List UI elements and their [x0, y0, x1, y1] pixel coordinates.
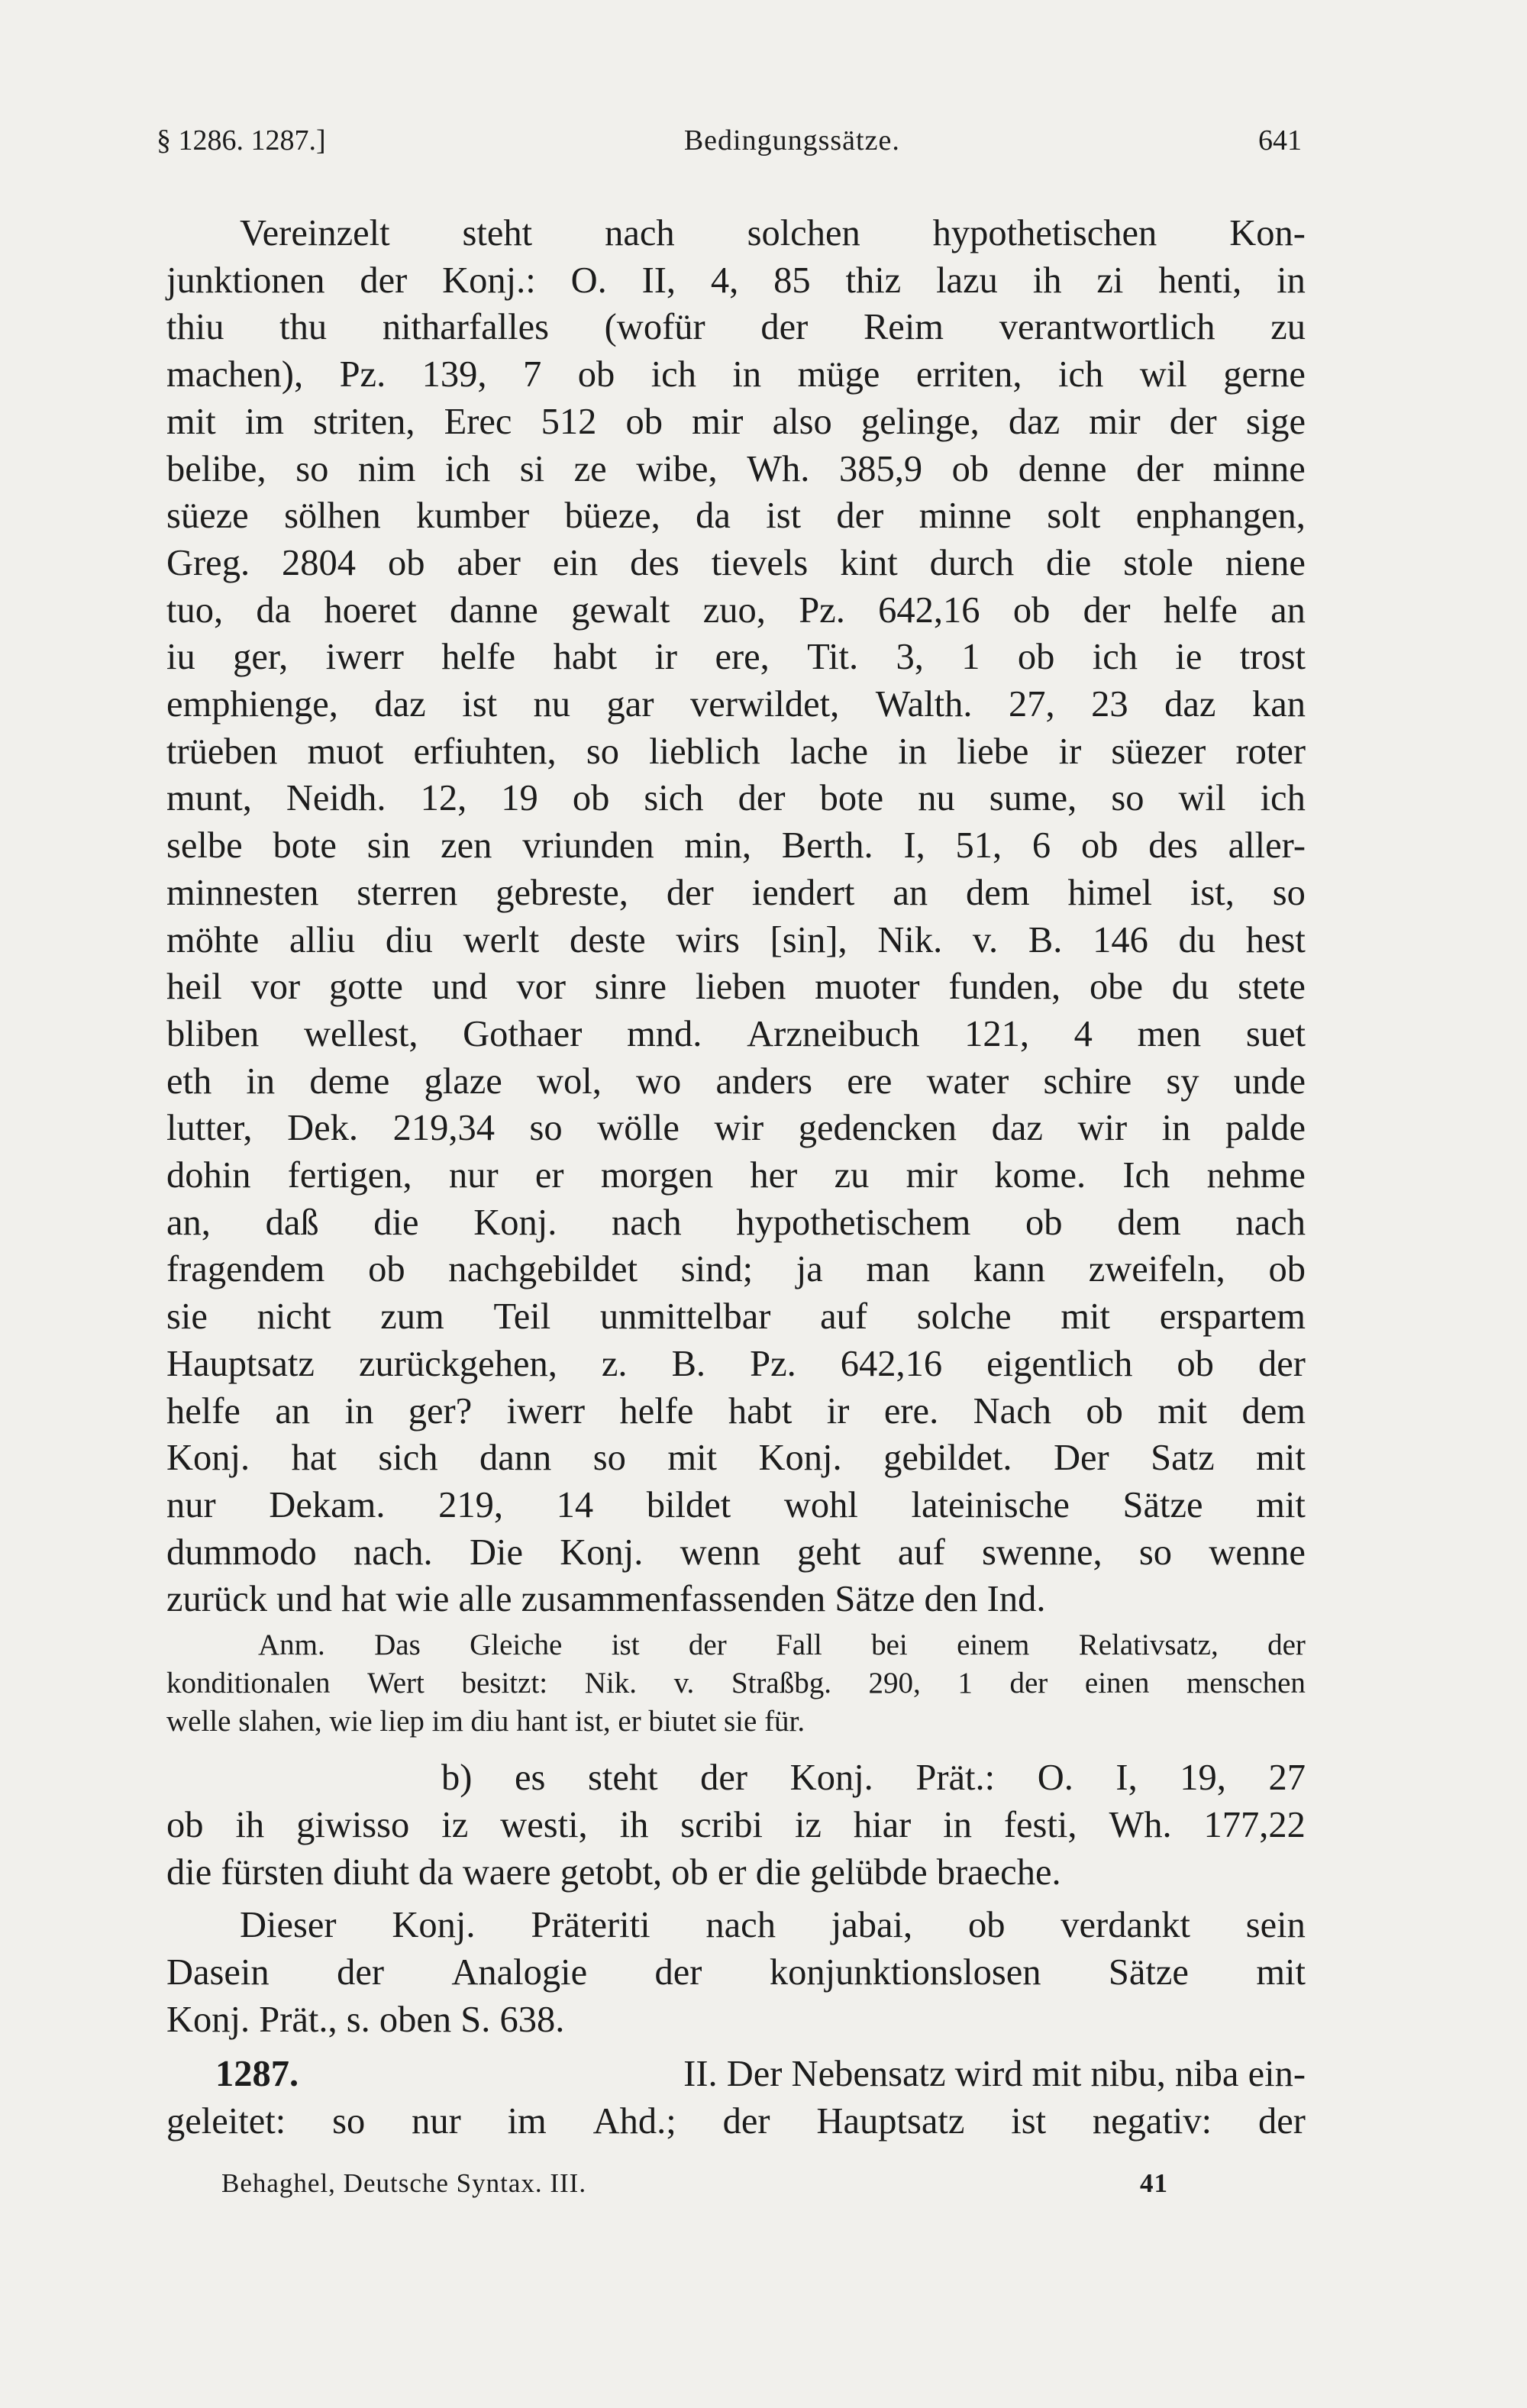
signature-number: 41: [1140, 2168, 1168, 2198]
running-header: [157, 122, 1302, 159]
section-text: II. Der Nebensatz wird mit nibu, niba ein-: [683, 2054, 1306, 2095]
text-line: Dasein der Analogie der konjunktionslosen Sätze mit: [166, 1951, 1306, 1993]
text-line: zurück und hat wie alle zusammenfassenden Sätze den Ind.: [166, 1579, 1046, 1620]
text-line: möhte alliu diu werlt deste wirs [sin], Nik. v. B. 146 du hest: [166, 919, 1306, 960]
annotation-note: [166, 1626, 1306, 1741]
text-line: Hauptsatz zurückgehen, z. B. Pz. 642,16 eigentlich ob der: [166, 1343, 1306, 1384]
text-line: eth in deme glaze wol, wo anders ere water schire sy unde: [166, 1060, 1306, 1102]
text-line: munt, Neidh. 12, 19 ob sich der bote nu sume, so wil ich: [166, 778, 1306, 819]
text-line: dohin fertigen, nur er morgen her zu mir kome. Ich nehme: [166, 1155, 1306, 1196]
text-line: thiu thu nitharfalles (wofür der Reim verantwortlich zu: [166, 307, 1306, 348]
text-line: Konj. hat sich dann so mit Konj. gebildet. Der Satz mit: [166, 1438, 1306, 1479]
text-line: mit im striten, Erec 512 ob mir also gelinge, daz mir der sige: [166, 401, 1306, 442]
text-line: Vereinzelt steht nach solchen hypothetischen Kon-: [240, 213, 1306, 253]
note-line: Anm. Das Gleiche ist der Fall bei einem Relativsatz, der: [258, 1628, 1306, 1662]
text-line: minnesten sterren gebreste, der iendert an dem himel ist, so: [166, 872, 1306, 913]
footer-citation: Behaghel, Deutsche Syntax. III.: [221, 2168, 587, 2198]
text-line: belibe, so nim ich si ze wibe, Wh. 385,9 ob denne der minne: [166, 448, 1306, 489]
text-line: iu ger, iwerr helfe habt ir ere, Tit. 3, 1 ob ich ie trost: [166, 637, 1306, 678]
text-line: geleitet: so nur im Ahd.; der Hauptsatz ist negativ: der: [166, 2101, 1306, 2142]
note-line: welle slahen, wie liep im diu hant ist, er biutet sie für.: [166, 1705, 805, 1738]
text-line: nur Dekam. 219, 14 bildet wohl lateinische Sätze mit: [166, 1484, 1306, 1525]
text-line: fragendem ob nachgebildet sind; ja man kann zweifeln, ob: [166, 1249, 1306, 1290]
text-line: tuo, da hoeret danne gewalt zuo, Pz. 642,16 ob der helfe an: [166, 589, 1306, 631]
note-line: konditionalen Wert besitzt: Nik. v. Straßbg. 290, 1 der einen menschen: [166, 1667, 1306, 1700]
text-line: emphienge, daz ist nu gar verwildet, Walth. 27, 23 daz kan: [166, 684, 1306, 725]
page-number: 641: [1257, 124, 1302, 157]
text-line: helfe an in ger? iwerr helfe habt ir ere. Nach ob mit dem: [166, 1390, 1306, 1432]
text-line: Greg. 2804 ob aber ein des tievels kint durch die stole niene: [166, 542, 1306, 583]
text-line: die fürsten diuht da waere getobt, ob er die gelübde braeche.: [166, 1851, 1061, 1893]
text-line: Dieser Konj. Präteriti nach jabai, ob verdankt sein: [240, 1905, 1306, 1946]
text-line: heil vor gotte und vor sinre lieben muoter funden, obe du stete: [166, 967, 1306, 1008]
text-line: süeze sölhen kumber büeze, da ist der minne solt enphangen,: [166, 495, 1306, 537]
text-line: dummodo nach. Die Konj. wenn geht auf swenne, so wenne: [166, 1532, 1306, 1573]
text-line: trüeben muot erfiuhten, so lieblich lache in liebe ir süezer roter: [166, 731, 1306, 772]
text-line: an, daß die Konj. nach hypothetischem ob dem nach: [166, 1202, 1306, 1243]
text-line: selbe bote sin zen vriunden min, Berth. I, 51, 6 ob des aller-: [166, 825, 1306, 867]
section-1287-line: [166, 2051, 1306, 2098]
text-line: lutter, Dek. 219,34 so wölle wir gedencken daz wir in palde: [166, 1108, 1306, 1149]
text-line: machen), Pz. 139, 7 ob ich in müge erriten, ich wil gerne: [166, 354, 1306, 395]
text-line: ob ih giwisso iz westi, ih scribi iz hiar in festi, Wh. 177,22: [166, 1804, 1306, 1845]
chapter-title: Bedingungssätze.: [683, 124, 900, 157]
text-line: bliben wellest, Gothaer mnd. Arzneibuch 121, 4 men suet: [166, 1013, 1306, 1054]
main-text: [166, 210, 1306, 2145]
text-line: sie nicht zum Teil unmittelbar auf solche mit erspartem: [166, 1296, 1306, 1338]
text-line: Konj. Prät., s. oben S. 638.: [166, 1999, 565, 2040]
section-number: 1287.: [215, 2054, 299, 2095]
section-reference: § 1286. 1287.]: [157, 124, 326, 157]
page-footer: [221, 2168, 1168, 2199]
text-line: b) es steht der Konj. Prät.: O. I, 19, 27: [441, 1758, 1306, 1799]
text-line: junktionen der Konj.: O. II, 4, 85 thiz lazu ih zi henti, in: [166, 260, 1306, 301]
